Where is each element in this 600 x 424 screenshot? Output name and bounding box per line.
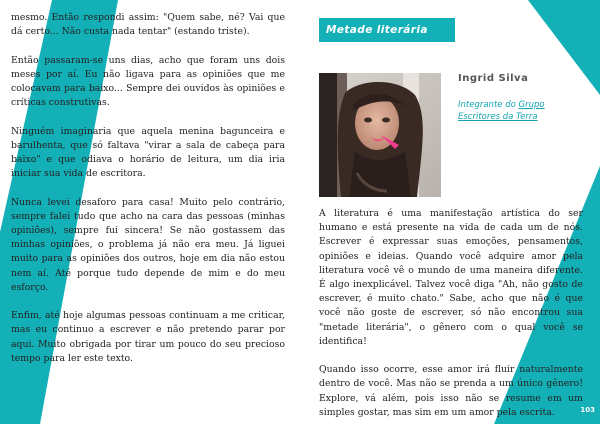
- right-page: [300, 0, 600, 424]
- page-number: 103: [580, 406, 595, 414]
- teal-corner-top: [528, 0, 600, 95]
- left-body-text: [11, 11, 285, 380]
- author-group-link[interactable]: Grupo Escritores da Terra: [458, 100, 545, 122]
- section-title: Metade literária: [319, 18, 455, 42]
- paragraph: mesmo. Então respondi assim: "Quem sabe, né? Vai que dá certo... Não custa nada tentar" (estando triste).: [11, 12, 285, 38]
- paragraph: Nunca levei desaforo para casa! Muito pelo contrário, sempre falei tudo que acho na cara das pessoas (minhas opiniões), sempre fui sincera! Se não gostassem das minhas opiniões, o problema já não era meu. Já liguei muito para as opiniões dos outros, hoje em dia não estou nem aí. Até porque tudo depende de mim e do meu esforço.: [11, 196, 285, 293]
- right-body-text: [319, 207, 583, 424]
- paragraph: Ninguém imaginaria que aquela menina bagunceira e barulhenta, que só faltava "virar a sala de cabeça para baixo" e que odiava o horário de leitura, um dia iria iniciar sua vida de escritora.: [11, 125, 285, 180]
- author-name: Ingrid Silva: [458, 73, 529, 84]
- paragraph: A literatura é uma manifestação artística do ser humano e está presente na vida de cada um de nós. Escrever é expressar suas emoções, pensamentos, opiniões e ideias. Quando você adquire amor pela literatura você vê o mundo de uma maneira diferente. É algo inexplicável. Talvez você diga "Ah, não gosto de escrever, é muito chato." Sabe, acho que não é que você não goste de escrever, só não encontrou sua "metade literária", o gênero com o qual você se identifica!: [319, 208, 583, 347]
- paragraph: Quando isso ocorre, esse amor irá fluir naturalmente dentro de você. Mas não se prenda a um único gênero! Explore, vá além, pois isso não se resume em um simples gostar, mas sim em um amor pela escrita.: [319, 364, 583, 418]
- author-role-prefix: Integrante do: [458, 100, 519, 110]
- paragraph: Então passaram-se uns dias, acho que foram uns dois meses por aí. Eu não ligava para as opiniões que me colocavam para baixo... Sempre dei ouvidos às opiniões e críticas construtivas.: [11, 54, 285, 109]
- author-photo: [319, 73, 441, 197]
- paragraph: Enfim, até hoje algumas pessoas continuam a me criticar, mas eu continuo a escrever e não pretendo parar por aqui. Muito obrigada por tirar um pouco do seu precioso tempo para ler este texto.: [11, 310, 285, 364]
- author-role: [458, 99, 558, 123]
